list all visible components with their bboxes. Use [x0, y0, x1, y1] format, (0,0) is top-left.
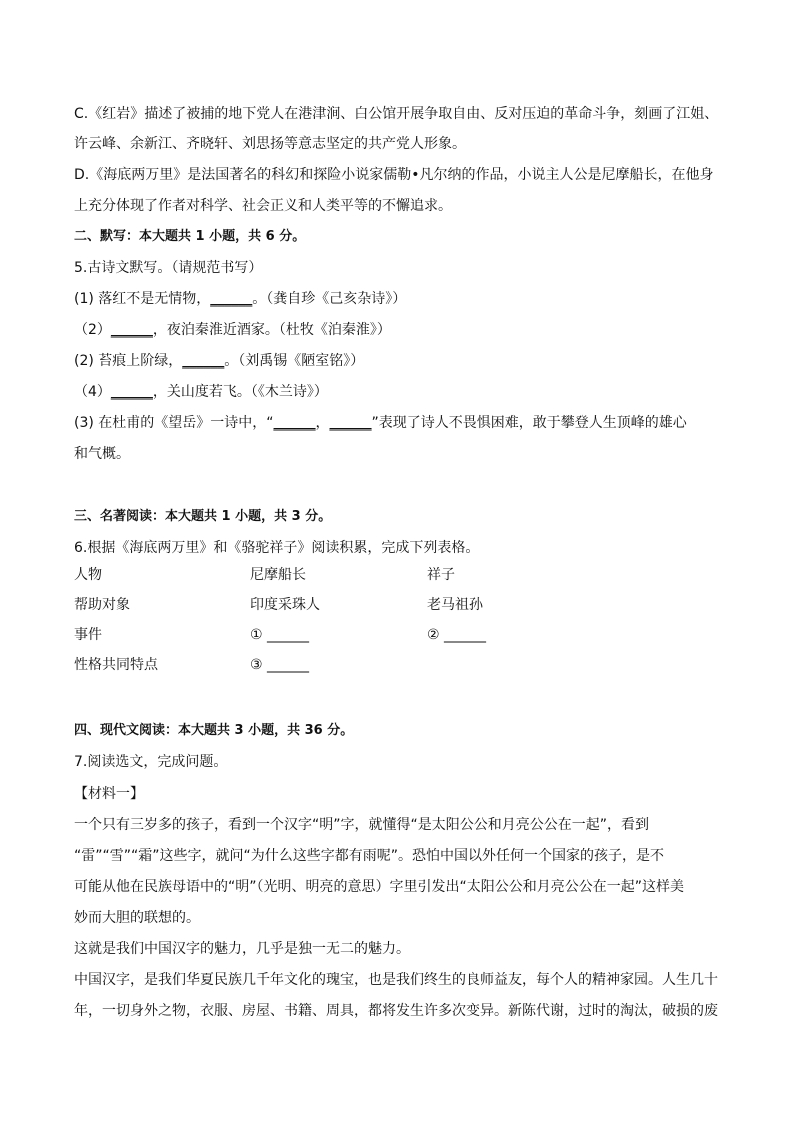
item-separator: ， — [315, 415, 330, 431]
fill-blank[interactable]: ______ — [110, 322, 153, 338]
section-3-heading: 三、名著阅读：本大题共 1 小题，共 3 分。 — [74, 509, 332, 524]
table-cell: 性格共同特点 — [74, 657, 158, 673]
material-label: 【材料一】 — [74, 786, 144, 802]
table-cell: 帮助对象 — [74, 597, 130, 613]
recitation-item-5-line-2: 和气概。 — [74, 446, 130, 462]
table-cell: 人物 — [74, 567, 102, 583]
option-d-line-2: 上充分体现了作者对科学、社会正义和人类平等的不懈追求。 — [74, 198, 452, 214]
recitation-item-1 — [74, 289, 724, 309]
section-4-heading: 四、现代文阅读：本大题共 3 小题，共 36 分。 — [74, 723, 354, 738]
table-cell: 老马祖孙 — [427, 597, 483, 613]
table-answer-blank[interactable]: ② ______ — [427, 627, 487, 643]
item-suffix: ”表现了诗人不畏惧困难，敢于攀登人生顶峰的雄心 — [371, 415, 687, 431]
fill-blank[interactable]: ______ — [110, 384, 153, 400]
item-prefix: (3) 在杜甫的《望岳》一诗中，“ — [74, 415, 274, 431]
fill-blank[interactable]: ______ — [273, 415, 316, 431]
item-prefix: （2） — [74, 322, 111, 338]
question-5: 5.古诗文默写。（请规范书写） — [74, 260, 263, 276]
fill-blank[interactable]: ______ — [329, 415, 372, 431]
item-suffix: ，关山度若飞。（《木兰诗》） — [152, 384, 328, 400]
item-prefix: (1) 落红不是无情物， — [74, 291, 211, 307]
item-suffix: 。（刘禹锡《陋室铭》） — [224, 353, 365, 369]
item-suffix: ，夜泊秦淮近酒家。（杜牧《泊秦淮》） — [152, 322, 391, 338]
paragraph-line: 一个只有三岁多的孩子，看到一个汉字“明”字，就懂得“是太阳公公和月亮公公在一起”，看到 — [74, 817, 650, 833]
paragraph-line: 妙而大胆的联想的。 — [74, 910, 200, 926]
section-2-heading: 二、默写：本大题共 1 小题，共 6 分。 — [74, 229, 306, 244]
question-6: 6.根据《海底两万里》和《骆驼祥子》阅读积累，完成下列表格。 — [74, 540, 480, 556]
table-answer-blank[interactable]: ① ______ — [250, 627, 310, 643]
fill-blank[interactable]: ______ — [182, 353, 225, 369]
item-suffix: 。（龚自珍《己亥杂诗》） — [252, 291, 407, 307]
fill-blank[interactable]: ______ — [210, 291, 253, 307]
paragraph-line: 中国汉字，是我们华夏民族几千年文化的瑰宝，也是我们终生的良师益友，每个人的精神家园。人生几十 — [74, 972, 718, 988]
table-cell: 尼摩船长 — [250, 567, 306, 583]
item-prefix: （4） — [74, 384, 111, 400]
paragraph-line: 可能从他在民族母语中的“明”（光明、明亮的意思）字里引发出“太阳公公和月亮公公在一起”这样美 — [74, 879, 685, 895]
paragraph-line: “雷”“雪”“霜”这些字，就问“为什么这些字都有雨呢”。恐怕中国以外任何一个国家的孩子，是不 — [74, 848, 665, 864]
paragraph-line: 年，一切身外之物，衣服、房屋、书籍、周具，都将发生许多次变异。新陈代谢，过时的淘汰，破损的废 — [74, 1003, 718, 1019]
table-cell: 事件 — [74, 627, 102, 643]
question-7: 7.阅读选文，完成问题。 — [74, 754, 228, 770]
item-prefix: (2) 苔痕上阶绿， — [74, 353, 183, 369]
table-answer-blank[interactable]: ③ ______ — [250, 657, 310, 673]
table-cell: 印度采珠人 — [250, 597, 320, 613]
recitation-item-4 — [74, 382, 724, 402]
table-cell: 祥子 — [427, 567, 455, 583]
option-c-line-2: 许云峰、余新江、齐晓轩、刘思扬等意志坚定的共产党人形象。 — [74, 136, 466, 152]
recitation-item-5 — [74, 413, 724, 433]
option-c-line-1: C.《红岩》描述了被捕的地下党人在港津涧、白公馆开展争取自由、反对压迫的革命斗争，刻画了江姐、 — [74, 106, 719, 122]
recitation-item-2 — [74, 320, 724, 340]
paragraph-line: 这就是我们中国汉字的魅力，几乎是独一无二的魅力。 — [74, 941, 410, 957]
recitation-item-3 — [74, 351, 724, 371]
option-d-line-1: D.《海底两万里》是法国著名的科幻和探险小说家儒勒•凡尔纳的作品，小说主人公是尼摩船长，在他身 — [74, 167, 714, 183]
